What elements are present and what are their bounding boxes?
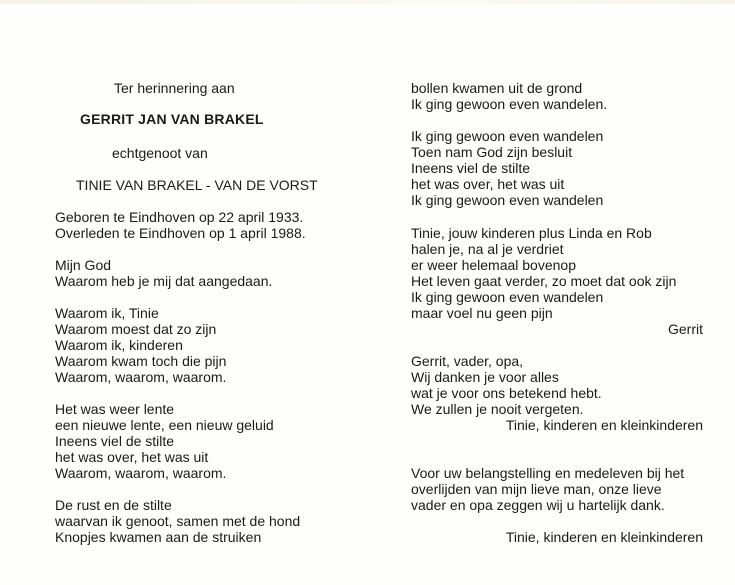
poem-line: Waarom moest dat zo zijn (55, 321, 217, 337)
poem-line: Waarom kwam toch die pijn (55, 353, 227, 369)
thanks-line: Voor uw belangstelling en medeleven bij het (411, 465, 685, 481)
farewell-line: We zullen je nooit vergeten. (411, 401, 584, 417)
poem-line: Ineens viel de stilte (55, 433, 175, 449)
in-memory-heading: Ter herinnering aan (114, 80, 235, 96)
poem-line: waarvan ik genoot, samen met de hond (55, 513, 301, 529)
poem-line: Mijn God (55, 257, 112, 273)
poem-line: maar voel nu geen pijn (411, 305, 553, 321)
poem-line: Ik ging gewoon even wandelen (411, 289, 604, 305)
poem-line: halen je, na al je verdriet (411, 241, 564, 257)
poem-line: Waarom, waarom, waarom. (55, 369, 227, 385)
farewell-line: Gerrit, vader, opa, (411, 353, 524, 369)
thanks-line: overlijden van mijn lieve man, onze lieve (411, 481, 662, 497)
thanks-signature: Tinie, kinderen en kleinkinderen (505, 529, 703, 545)
death-line: Overleden te Eindhoven op 1 april 1988. (55, 225, 306, 241)
farewell-line: Wij danken je voor alles (411, 369, 559, 385)
poem-line: Waarom, waarom, waarom. (55, 465, 227, 481)
poem-line: het was over, het was uit (411, 176, 565, 192)
poem-line: De rust en de stilte (55, 497, 172, 513)
birth-line: Geboren te Eindhoven op 22 april 1933. (55, 209, 304, 225)
poem-line: Toen nam God zijn besluit (411, 144, 573, 160)
poem-line: Tinie, jouw kinderen plus Linda en Rob (411, 225, 652, 241)
deceased-name: GERRIT JAN VAN BRAKEL (80, 111, 264, 127)
poem-line: Waarom ik, kinderen (55, 337, 183, 353)
poem-line: Knopjes kwamen aan de struiken (55, 529, 262, 545)
poem-signature: Gerrit (668, 321, 703, 337)
spouse-label: echtgenoot van (112, 145, 208, 161)
farewell-signature: Tinie, kinderen en kleinkinderen (505, 417, 703, 433)
poem-line: een nieuwe lente, een nieuw geluid (55, 417, 274, 433)
thanks-line: vader en opa zeggen wij u hartelijk dank. (411, 497, 665, 513)
poem-line: er weer helemaal bovenop (411, 257, 576, 273)
poem-line: Ineens viel de stilte (411, 160, 531, 176)
farewell-line: wat je voor ons betekend hebt. (411, 385, 602, 401)
spouse-name: TINIE VAN BRAKEL - VAN DE VORST (76, 177, 318, 193)
poem-line: het was over, het was uit (55, 449, 209, 465)
poem-line: Ik ging gewoon even wandelen. (411, 96, 608, 112)
poem-line: Het was weer lente (55, 401, 175, 417)
poem-line: Ik ging gewoon even wandelen (411, 128, 604, 144)
poem-line: Het leven gaat verder, zo moet dat ook zijn (411, 273, 677, 289)
poem-line: bollen kwamen uit de grond (411, 80, 583, 96)
card-top-edge (0, 0, 735, 4)
poem-line: Waarom ik, Tinie (55, 305, 159, 321)
poem-line: Ik ging gewoon even wandelen (411, 192, 604, 208)
poem-line: Waarom heb je mij dat aangedaan. (55, 273, 273, 289)
